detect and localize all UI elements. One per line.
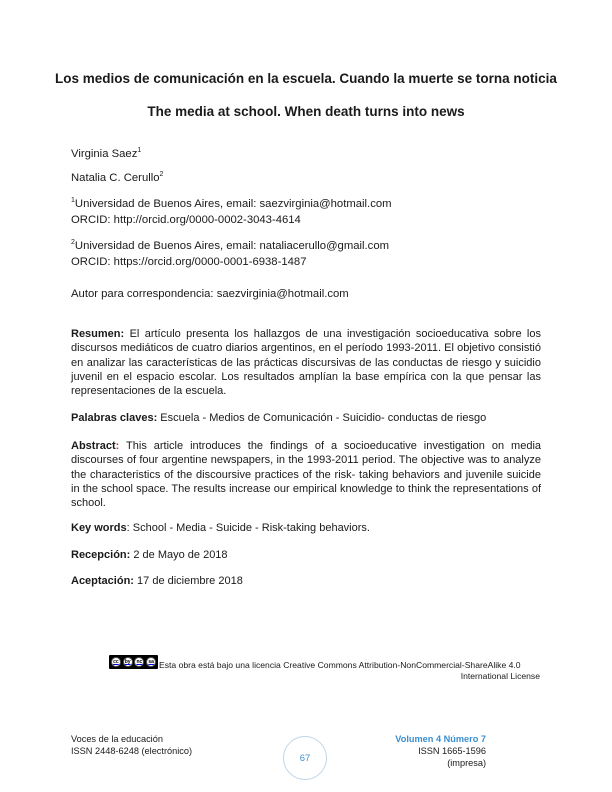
keywords-text: : School - Media - Suicide - Risk-taking behaviors. [126,522,370,534]
author-1 [71,147,141,160]
affiliation-1 [71,197,392,210]
recepcion [71,548,541,562]
issn-electronic: ISSN 2448-6248 (electrónico) [71,746,193,756]
orcid-2: ORCID: https://orcid.org/0000-0001-6938-1487 [71,256,307,268]
key-words [71,521,541,535]
author-1-name: Virginia Saez [71,147,138,160]
abstract-label: Abstract [71,440,116,452]
orcid-1: ORCID: http://orcid.org/0000-0002-3043-4614 [71,214,301,226]
footer-right [378,733,486,769]
footer-left [71,733,192,757]
nc-icon: nc [134,657,144,667]
palabras-claves [71,411,541,425]
palabras-label: Palabras claves: [71,412,158,424]
affiliation-2-sup: 2 [71,239,75,246]
abstract-text: This article introduces the findings of a socioeducative investigation on media discourses of four argentine newspapers, in the 1993-2011 period. The objective was to analyze the characteristics of the discoursive practices of the risk- taking behaviors and juvenile suicide in the school space. The results increase our empirical knowledge to think the representations of school. [71,440,541,510]
recepcion-text: 2 de Mayo de 2018 [133,549,228,561]
resumen-text: El artículo presenta los hallazgos de una investigación socioeducativa sobre los discursos mediáticos de cuatro diarios argentinos, en el período 1993-2011. El objetivo consistió en analizar las características de las prácticas discursivas de las conductas de riesgo y suicidio juvenil en el espacio escolar. Los resultados amplían la base empírica con la que pensar las representaciones de la escuela. [71,328,541,398]
affiliation-1-sup: 1 [71,197,75,204]
aceptacion-label: Aceptación: [71,575,134,587]
author-2-sup: 2 [159,171,164,178]
aceptacion [71,574,541,588]
cc-icon: cc [111,657,121,667]
affiliation-2 [71,239,389,252]
license-line-1: Esta obra está bajo una licencia Creative Commons Attribution-NonCommercial-ShareAlike 4.0 [159,660,521,670]
keywords-label: Key words [71,522,127,534]
license-text [159,660,540,682]
recepcion-label: Recepción: [71,549,131,561]
aceptacion-text: 17 de diciembre 2018 [137,575,243,587]
author-2-name: Natalia C. Cerullo [71,171,160,184]
author-2 [71,171,163,184]
by-icon: by [123,657,133,667]
issn-print: ISSN 1665-1596 (impresa) [418,746,486,768]
abstract-paragraph [71,439,541,510]
affiliation-1-text: Universidad de Buenos Aires, email: saezvirginia@hotmail.com [74,197,392,210]
title-spanish: Los medios de comunicación en la escuela. Cuando la muerte se torna noticia [55,71,557,86]
page-number: 67 [283,736,327,780]
resumen-paragraph [71,327,541,398]
journal-name: Voces de la educación [71,734,163,744]
volume-number: Volumen 4 Número 7 [395,734,486,744]
affiliation-2-text: Universidad de Buenos Aires, email: nataliacerullo@gmail.com [74,239,390,252]
title-english: The media at school. When death turns into news [147,104,465,119]
author-1-sup: 1 [137,147,142,154]
resumen-label: Resumen: [71,328,125,340]
palabras-text: Escuela - Medios de Comunicación - Suicidio- conductas de riesgo [160,412,487,424]
license-line-2: International License [460,671,540,681]
correspondence: Autor para correspondencia: saezvirginia@hotmail.com [71,288,349,300]
cc-license-badge-icon[interactable] [109,655,158,669]
sa-icon: sa [146,657,156,667]
abstract-colon: : [115,440,120,452]
